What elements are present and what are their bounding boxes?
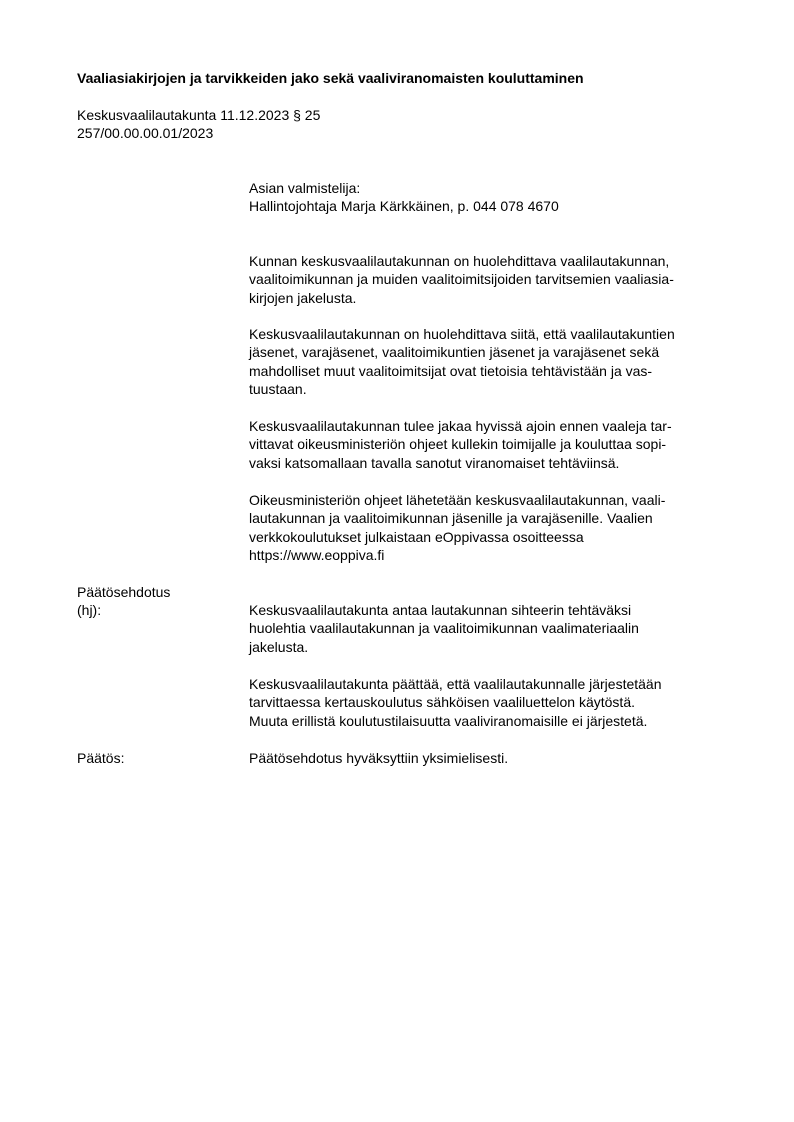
proposal-label	[77, 583, 170, 620]
text-line: tarvittaessa kertauskoulutus sähköisen vaaliluettelon käytöstä.	[249, 694, 635, 711]
text-line: Oikeusministeriön ohjeet lähetetään keskusvaalilautakunnan, vaali-	[249, 492, 666, 508]
text-line: jakelusta.	[249, 638, 309, 655]
link-text: https://www.eoppiva.fi	[249, 547, 385, 564]
text-line: Keskusvaalilautakunnan on huolehdittava siitä, että vaalilautakuntien	[249, 326, 675, 342]
paragraph-4	[249, 491, 665, 565]
preparer-label: Asian valmistelija:	[249, 180, 361, 196]
text-line: vaksi katsomallaan tavalla sanotut viranomaiset tehtäviinsä.	[249, 454, 620, 471]
proposal-label-line: Päätösehdotus	[77, 584, 171, 600]
text-line: Muuta erillistä koulutustilaisuutta vaaliviranomaisille ei järjestetä.	[249, 712, 648, 729]
meeting-info	[77, 106, 320, 143]
text-line: Keskusvaalilautakunta päättää, että vaalilautakunnalle järjestetään	[249, 676, 662, 692]
text-line: Keskusvaalilautakunta antaa lautakunnan sihteerin tehtäväksi	[249, 602, 632, 618]
text-line: Keskusvaalilautakunnan tulee jakaa hyvissä ajoin ennen vaaleja tar-	[249, 418, 672, 434]
text-line: lautakunnan ja vaalitoimikunnan jäsenille ja varajäsenille. Vaalien	[249, 510, 653, 527]
text-line: vaalitoimikunnan ja muiden vaalitoimitsijoiden tarvitsemien vaaliasia-	[249, 271, 674, 288]
text-line: vittavat oikeusministeriön ohjeet kullekin toimijalle ja kouluttaa sopi-	[249, 436, 667, 453]
proposal-paragraph-1	[249, 601, 639, 656]
decision-label: Päätös:	[77, 750, 125, 766]
text-line: huolehtia vaalilautakunnan ja vaalitoimikunnan vaalimateriaalin	[249, 620, 639, 637]
decision-text: Päätösehdotus hyväksyttiin yksimielisesti.	[249, 750, 509, 766]
text-line: kirjojen jakelusta.	[249, 289, 357, 306]
proposal-label-line: (hj):	[77, 602, 102, 619]
paragraph-1	[249, 252, 674, 307]
text-line: Kunnan keskusvaalilautakunnan on huolehdittava vaalilautakunnan,	[249, 253, 670, 269]
preparer-info	[249, 179, 559, 216]
paragraph-2	[249, 325, 675, 399]
meeting-reference: Keskusvaalilautakunta 11.12.2023 § 25	[77, 107, 321, 123]
text-line: mahdolliset muut vaalitoimitsijat ovat tietoisia tehtävistään ja vas-	[249, 362, 653, 379]
proposal-paragraph-2	[249, 675, 662, 730]
paragraph-3	[249, 417, 672, 472]
preparer-name: Hallintojohtaja Marja Kärkkäinen, p. 044 078 4670	[249, 198, 559, 215]
text-line: jäsenet, varajäsenet, vaalitoimikuntien jäsenet ja varajäsenet sekä	[249, 344, 660, 361]
record-id: 257/00.00.00.01/2023	[77, 125, 214, 142]
document-title: Vaaliasiakirjojen ja tarvikkeiden jako sekä vaaliviranomaisten kouluttaminen	[77, 70, 584, 86]
text-line: tuustaan.	[249, 381, 307, 398]
text-line: verkkokoulutukset julkaistaan eOppivassa osoitteessa	[249, 528, 584, 545]
